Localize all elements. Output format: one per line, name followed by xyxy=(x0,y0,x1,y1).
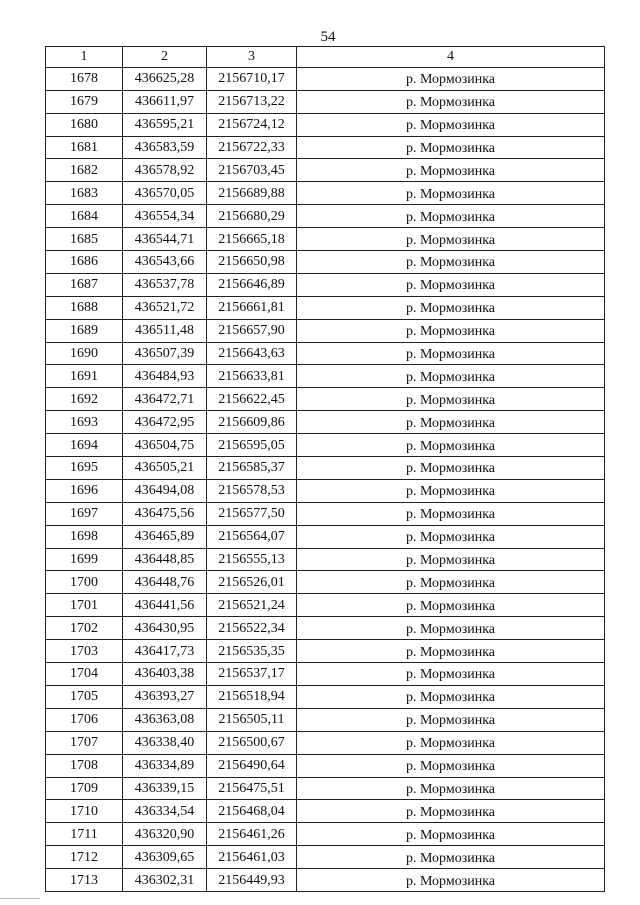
column-header-4: 4 xyxy=(297,47,605,68)
coord-y-cell: 2156505,11 xyxy=(207,708,297,731)
table-row xyxy=(46,296,605,319)
coord-y-cell: 2156522,34 xyxy=(207,617,297,640)
coord-y-cell: 2156526,01 xyxy=(207,571,297,594)
coord-x-cell: 436583,59 xyxy=(123,136,207,159)
point-number-cell: 1683 xyxy=(46,182,123,205)
coord-y-cell: 2156665,18 xyxy=(207,228,297,251)
table-row xyxy=(46,869,605,892)
coord-x-cell: 436441,56 xyxy=(123,594,207,617)
object-name-cell: р. Мормозинка xyxy=(297,205,605,228)
object-name-cell: р. Мормозинка xyxy=(297,617,605,640)
point-number-cell: 1684 xyxy=(46,205,123,228)
coord-y-cell: 2156713,22 xyxy=(207,90,297,113)
object-name-cell: р. Мормозинка xyxy=(297,479,605,502)
column-header-1: 1 xyxy=(46,47,123,68)
object-name-cell: р. Мормозинка xyxy=(297,869,605,892)
object-name-cell: р. Мормозинка xyxy=(297,708,605,731)
coord-y-cell: 2156537,17 xyxy=(207,663,297,686)
object-name-cell: р. Мормозинка xyxy=(297,846,605,869)
coord-x-cell: 436570,05 xyxy=(123,182,207,205)
coord-y-cell: 2156646,89 xyxy=(207,273,297,296)
table-row xyxy=(46,457,605,480)
table-row xyxy=(46,113,605,136)
table-row xyxy=(46,251,605,274)
point-number-cell: 1708 xyxy=(46,754,123,777)
table-row xyxy=(46,365,605,388)
point-number-cell: 1712 xyxy=(46,846,123,869)
point-number-cell: 1707 xyxy=(46,731,123,754)
object-name-cell: р. Мормозинка xyxy=(297,319,605,342)
table-header-row xyxy=(46,47,605,68)
object-name-cell: р. Мормозинка xyxy=(297,731,605,754)
object-name-cell: р. Мормозинка xyxy=(297,457,605,480)
coord-y-cell: 2156657,90 xyxy=(207,319,297,342)
object-name-cell: р. Мормозинка xyxy=(297,823,605,846)
point-number-cell: 1682 xyxy=(46,159,123,182)
coord-x-cell: 436595,21 xyxy=(123,113,207,136)
coord-y-cell: 2156633,81 xyxy=(207,365,297,388)
coord-x-cell: 436505,21 xyxy=(123,457,207,480)
point-number-cell: 1688 xyxy=(46,296,123,319)
coord-x-cell: 436320,90 xyxy=(123,823,207,846)
object-name-cell: р. Мормозинка xyxy=(297,502,605,525)
table-row xyxy=(46,594,605,617)
point-number-cell: 1696 xyxy=(46,479,123,502)
coord-x-cell: 436507,39 xyxy=(123,342,207,365)
coord-y-cell: 2156689,88 xyxy=(207,182,297,205)
point-number-cell: 1692 xyxy=(46,388,123,411)
object-name-cell: р. Мормозинка xyxy=(297,159,605,182)
coord-x-cell: 436472,71 xyxy=(123,388,207,411)
table-row xyxy=(46,479,605,502)
coord-x-cell: 436448,76 xyxy=(123,571,207,594)
object-name-cell: р. Мормозинка xyxy=(297,525,605,548)
object-name-cell: р. Мормозинка xyxy=(297,90,605,113)
point-number-cell: 1685 xyxy=(46,228,123,251)
table-row xyxy=(46,663,605,686)
table-row xyxy=(46,90,605,113)
coord-y-cell: 2156680,29 xyxy=(207,205,297,228)
table-row xyxy=(46,388,605,411)
coord-x-cell: 436417,73 xyxy=(123,640,207,663)
point-number-cell: 1689 xyxy=(46,319,123,342)
coord-y-cell: 2156490,64 xyxy=(207,754,297,777)
coord-y-cell: 2156564,07 xyxy=(207,525,297,548)
table-row xyxy=(46,640,605,663)
coord-y-cell: 2156710,17 xyxy=(207,67,297,90)
coord-y-cell: 2156577,50 xyxy=(207,502,297,525)
object-name-cell: р. Мормозинка xyxy=(297,251,605,274)
point-number-cell: 1694 xyxy=(46,434,123,457)
object-name-cell: р. Мормозинка xyxy=(297,388,605,411)
coord-x-cell: 436334,54 xyxy=(123,800,207,823)
object-name-cell: р. Мормозинка xyxy=(297,685,605,708)
table-row xyxy=(46,182,605,205)
object-name-cell: р. Мормозинка xyxy=(297,434,605,457)
table-row xyxy=(46,342,605,365)
table-row xyxy=(46,548,605,571)
coord-x-cell: 436537,78 xyxy=(123,273,207,296)
coord-x-cell: 436363,08 xyxy=(123,708,207,731)
point-number-cell: 1698 xyxy=(46,525,123,548)
point-number-cell: 1711 xyxy=(46,823,123,846)
coord-x-cell: 436430,95 xyxy=(123,617,207,640)
object-name-cell: р. Мормозинка xyxy=(297,800,605,823)
table-row xyxy=(46,434,605,457)
point-number-cell: 1704 xyxy=(46,663,123,686)
coord-x-cell: 436554,34 xyxy=(123,205,207,228)
point-number-cell: 1679 xyxy=(46,90,123,113)
point-number-cell: 1690 xyxy=(46,342,123,365)
object-name-cell: р. Мормозинка xyxy=(297,640,605,663)
coord-x-cell: 436484,93 xyxy=(123,365,207,388)
point-number-cell: 1700 xyxy=(46,571,123,594)
point-number-cell: 1695 xyxy=(46,457,123,480)
object-name-cell: р. Мормозинка xyxy=(297,67,605,90)
coord-y-cell: 2156461,03 xyxy=(207,846,297,869)
object-name-cell: р. Мормозинка xyxy=(297,182,605,205)
coord-x-cell: 436403,38 xyxy=(123,663,207,686)
coord-x-cell: 436465,89 xyxy=(123,525,207,548)
coord-x-cell: 436544,71 xyxy=(123,228,207,251)
column-header-2: 2 xyxy=(123,47,207,68)
coord-y-cell: 2156724,12 xyxy=(207,113,297,136)
table-row xyxy=(46,411,605,434)
coord-y-cell: 2156622,45 xyxy=(207,388,297,411)
coord-x-cell: 436543,66 xyxy=(123,251,207,274)
table-row xyxy=(46,136,605,159)
coord-y-cell: 2156661,81 xyxy=(207,296,297,319)
point-number-cell: 1697 xyxy=(46,502,123,525)
coord-x-cell: 436504,75 xyxy=(123,434,207,457)
object-name-cell: р. Мормозинка xyxy=(297,754,605,777)
object-name-cell: р. Мормозинка xyxy=(297,663,605,686)
table-row xyxy=(46,525,605,548)
point-number-cell: 1699 xyxy=(46,548,123,571)
table-body xyxy=(46,67,605,891)
object-name-cell: р. Мормозинка xyxy=(297,228,605,251)
coord-y-cell: 2156703,45 xyxy=(207,159,297,182)
coord-y-cell: 2156555,13 xyxy=(207,548,297,571)
coord-y-cell: 2156650,98 xyxy=(207,251,297,274)
point-number-cell: 1705 xyxy=(46,685,123,708)
coord-y-cell: 2156609,86 xyxy=(207,411,297,434)
coord-y-cell: 2156518,94 xyxy=(207,685,297,708)
object-name-cell: р. Мормозинка xyxy=(297,342,605,365)
object-name-cell: р. Мормозинка xyxy=(297,594,605,617)
coord-x-cell: 436475,56 xyxy=(123,502,207,525)
point-number-cell: 1678 xyxy=(46,67,123,90)
coord-y-cell: 2156521,24 xyxy=(207,594,297,617)
table-row xyxy=(46,228,605,251)
table-row xyxy=(46,159,605,182)
point-number-cell: 1686 xyxy=(46,251,123,274)
page-number: 54 xyxy=(320,29,336,45)
coord-y-cell: 2156722,33 xyxy=(207,136,297,159)
coord-x-cell: 436309,65 xyxy=(123,846,207,869)
object-name-cell: р. Мормозинка xyxy=(297,273,605,296)
table-row xyxy=(46,273,605,296)
table-row xyxy=(46,502,605,525)
table-row xyxy=(46,319,605,342)
table-row xyxy=(46,823,605,846)
coord-y-cell: 2156461,26 xyxy=(207,823,297,846)
object-name-cell: р. Мормозинка xyxy=(297,136,605,159)
column-header-3: 3 xyxy=(207,47,297,68)
coord-y-cell: 2156585,37 xyxy=(207,457,297,480)
object-name-cell: р. Мормозинка xyxy=(297,365,605,388)
point-number-cell: 1681 xyxy=(46,136,123,159)
coord-x-cell: 436511,48 xyxy=(123,319,207,342)
coord-x-cell: 436334,89 xyxy=(123,754,207,777)
point-number-cell: 1703 xyxy=(46,640,123,663)
coord-y-cell: 2156595,05 xyxy=(207,434,297,457)
point-number-cell: 1713 xyxy=(46,869,123,892)
table-row xyxy=(46,617,605,640)
coord-x-cell: 436625,28 xyxy=(123,67,207,90)
point-number-cell: 1709 xyxy=(46,777,123,800)
coord-x-cell: 436339,15 xyxy=(123,777,207,800)
table-row xyxy=(46,205,605,228)
point-number-cell: 1702 xyxy=(46,617,123,640)
footer-line xyxy=(0,898,40,899)
coord-x-cell: 436448,85 xyxy=(123,548,207,571)
coord-x-cell: 436494,08 xyxy=(123,479,207,502)
coord-y-cell: 2156578,53 xyxy=(207,479,297,502)
coord-x-cell: 436611,97 xyxy=(123,90,207,113)
coord-y-cell: 2156449,93 xyxy=(207,869,297,892)
object-name-cell: р. Мормозинка xyxy=(297,113,605,136)
point-number-cell: 1691 xyxy=(46,365,123,388)
coord-x-cell: 436338,40 xyxy=(123,731,207,754)
point-number-cell: 1693 xyxy=(46,411,123,434)
table-row xyxy=(46,67,605,90)
coord-x-cell: 436302,31 xyxy=(123,869,207,892)
coord-y-cell: 2156468,04 xyxy=(207,800,297,823)
table-row xyxy=(46,571,605,594)
table-row xyxy=(46,731,605,754)
table-row xyxy=(46,754,605,777)
table-row xyxy=(46,708,605,731)
object-name-cell: р. Мормозинка xyxy=(297,296,605,319)
table-row xyxy=(46,800,605,823)
coord-y-cell: 2156500,67 xyxy=(207,731,297,754)
coord-x-cell: 436578,92 xyxy=(123,159,207,182)
coord-y-cell: 2156535,35 xyxy=(207,640,297,663)
object-name-cell: р. Мормозинка xyxy=(297,571,605,594)
point-number-cell: 1710 xyxy=(46,800,123,823)
object-name-cell: р. Мормозинка xyxy=(297,548,605,571)
coord-x-cell: 436472,95 xyxy=(123,411,207,434)
object-name-cell: р. Мормозинка xyxy=(297,411,605,434)
coord-x-cell: 436521,72 xyxy=(123,296,207,319)
point-number-cell: 1706 xyxy=(46,708,123,731)
point-number-cell: 1701 xyxy=(46,594,123,617)
coordinates-table xyxy=(45,46,605,892)
point-number-cell: 1687 xyxy=(46,273,123,296)
coord-y-cell: 2156643,63 xyxy=(207,342,297,365)
table-row xyxy=(46,777,605,800)
coord-y-cell: 2156475,51 xyxy=(207,777,297,800)
point-number-cell: 1680 xyxy=(46,113,123,136)
coord-x-cell: 436393,27 xyxy=(123,685,207,708)
object-name-cell: р. Мормозинка xyxy=(297,777,605,800)
table-row xyxy=(46,846,605,869)
table-row xyxy=(46,685,605,708)
